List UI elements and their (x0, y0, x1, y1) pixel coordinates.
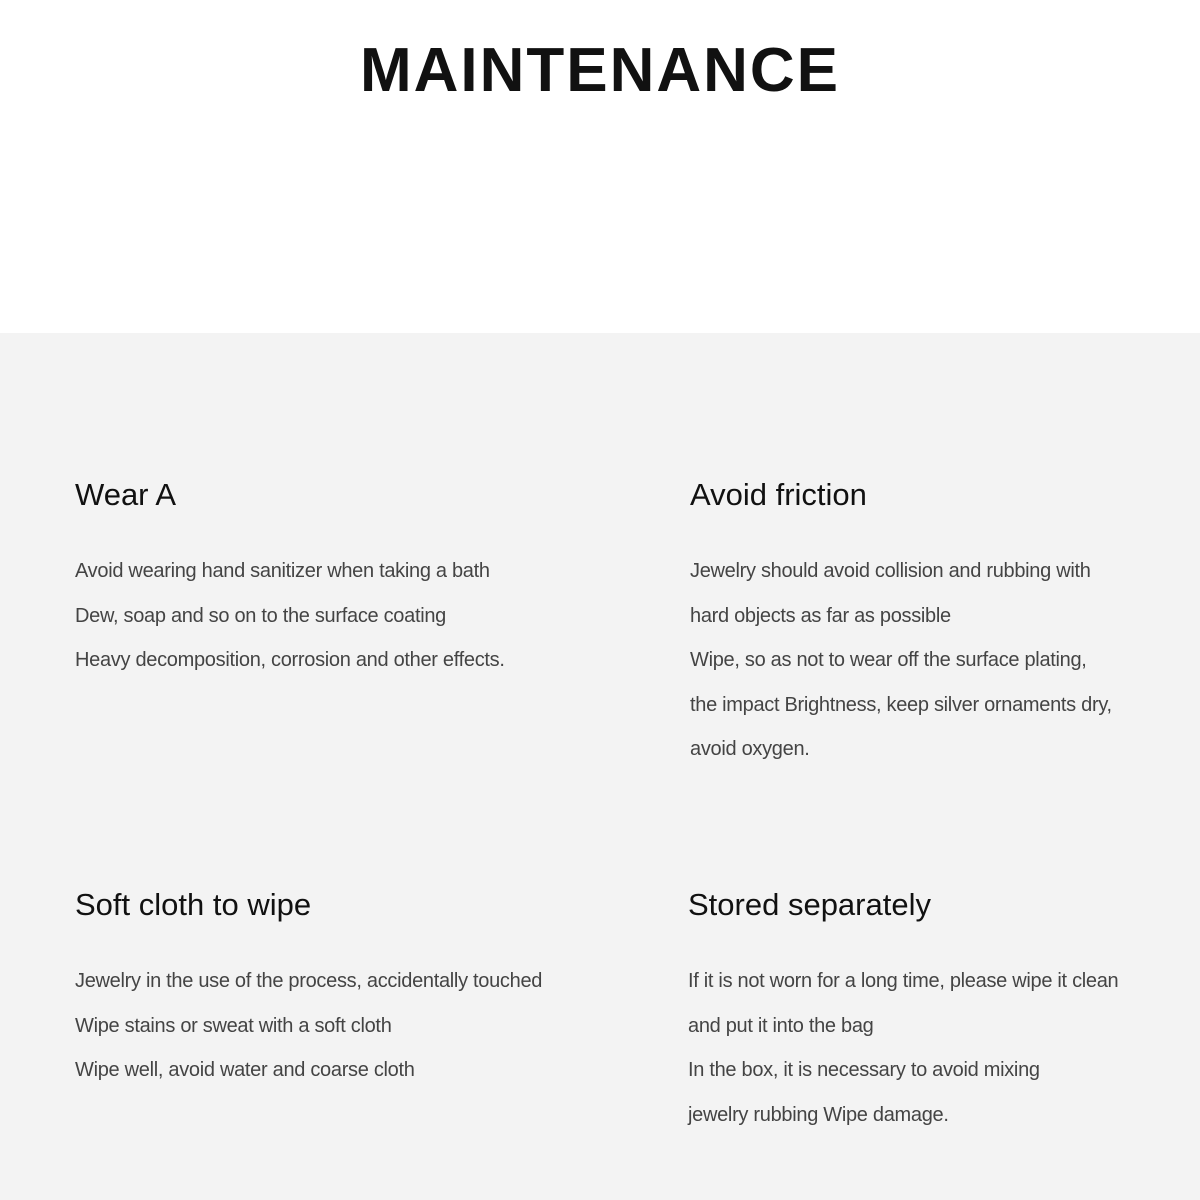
section-line: Avoid wearing hand sanitizer when taking a bath (75, 560, 490, 582)
page-title: MAINTENANCE (359, 36, 841, 105)
section-wear-a (75, 475, 575, 683)
section-line: Jewelry should avoid collision and rubbing with (690, 560, 1091, 582)
section-line: Dew, soap and so on to the surface coating (75, 604, 446, 627)
section-heading: Stored separately (688, 887, 931, 922)
section-heading: Avoid friction (690, 477, 867, 512)
section-line: avoid oxygen. (690, 738, 810, 760)
section-soft-cloth (75, 885, 575, 1093)
section-line: hard objects as far as possible (690, 604, 951, 627)
section-line: Heavy decomposition, corrosion and other effects. (75, 649, 505, 671)
section-line: Wipe stains or sweat with a soft cloth (75, 1014, 392, 1037)
section-line: and put it into the bag (688, 1014, 874, 1037)
section-line: Wipe well, avoid water and coarse cloth (75, 1059, 415, 1081)
section-stored-separately (688, 885, 1188, 1137)
section-line: In the box, it is necessary to avoid mixing (688, 1059, 1040, 1081)
section-line: Wipe, so as not to wear off the surface plating, (690, 649, 1087, 671)
section-avoid-friction (690, 475, 1190, 772)
section-heading: Wear A (75, 477, 177, 512)
section-line: jewelry rubbing Wipe damage. (688, 1103, 949, 1126)
section-line: the impact Brightness, keep silver ornaments dry, (690, 693, 1112, 716)
section-line: If it is not worn for a long time, please wipe it clean (688, 970, 1119, 992)
section-line: Jewelry in the use of the process, accidentally touched (75, 970, 543, 992)
section-heading: Soft cloth to wipe (75, 887, 312, 922)
